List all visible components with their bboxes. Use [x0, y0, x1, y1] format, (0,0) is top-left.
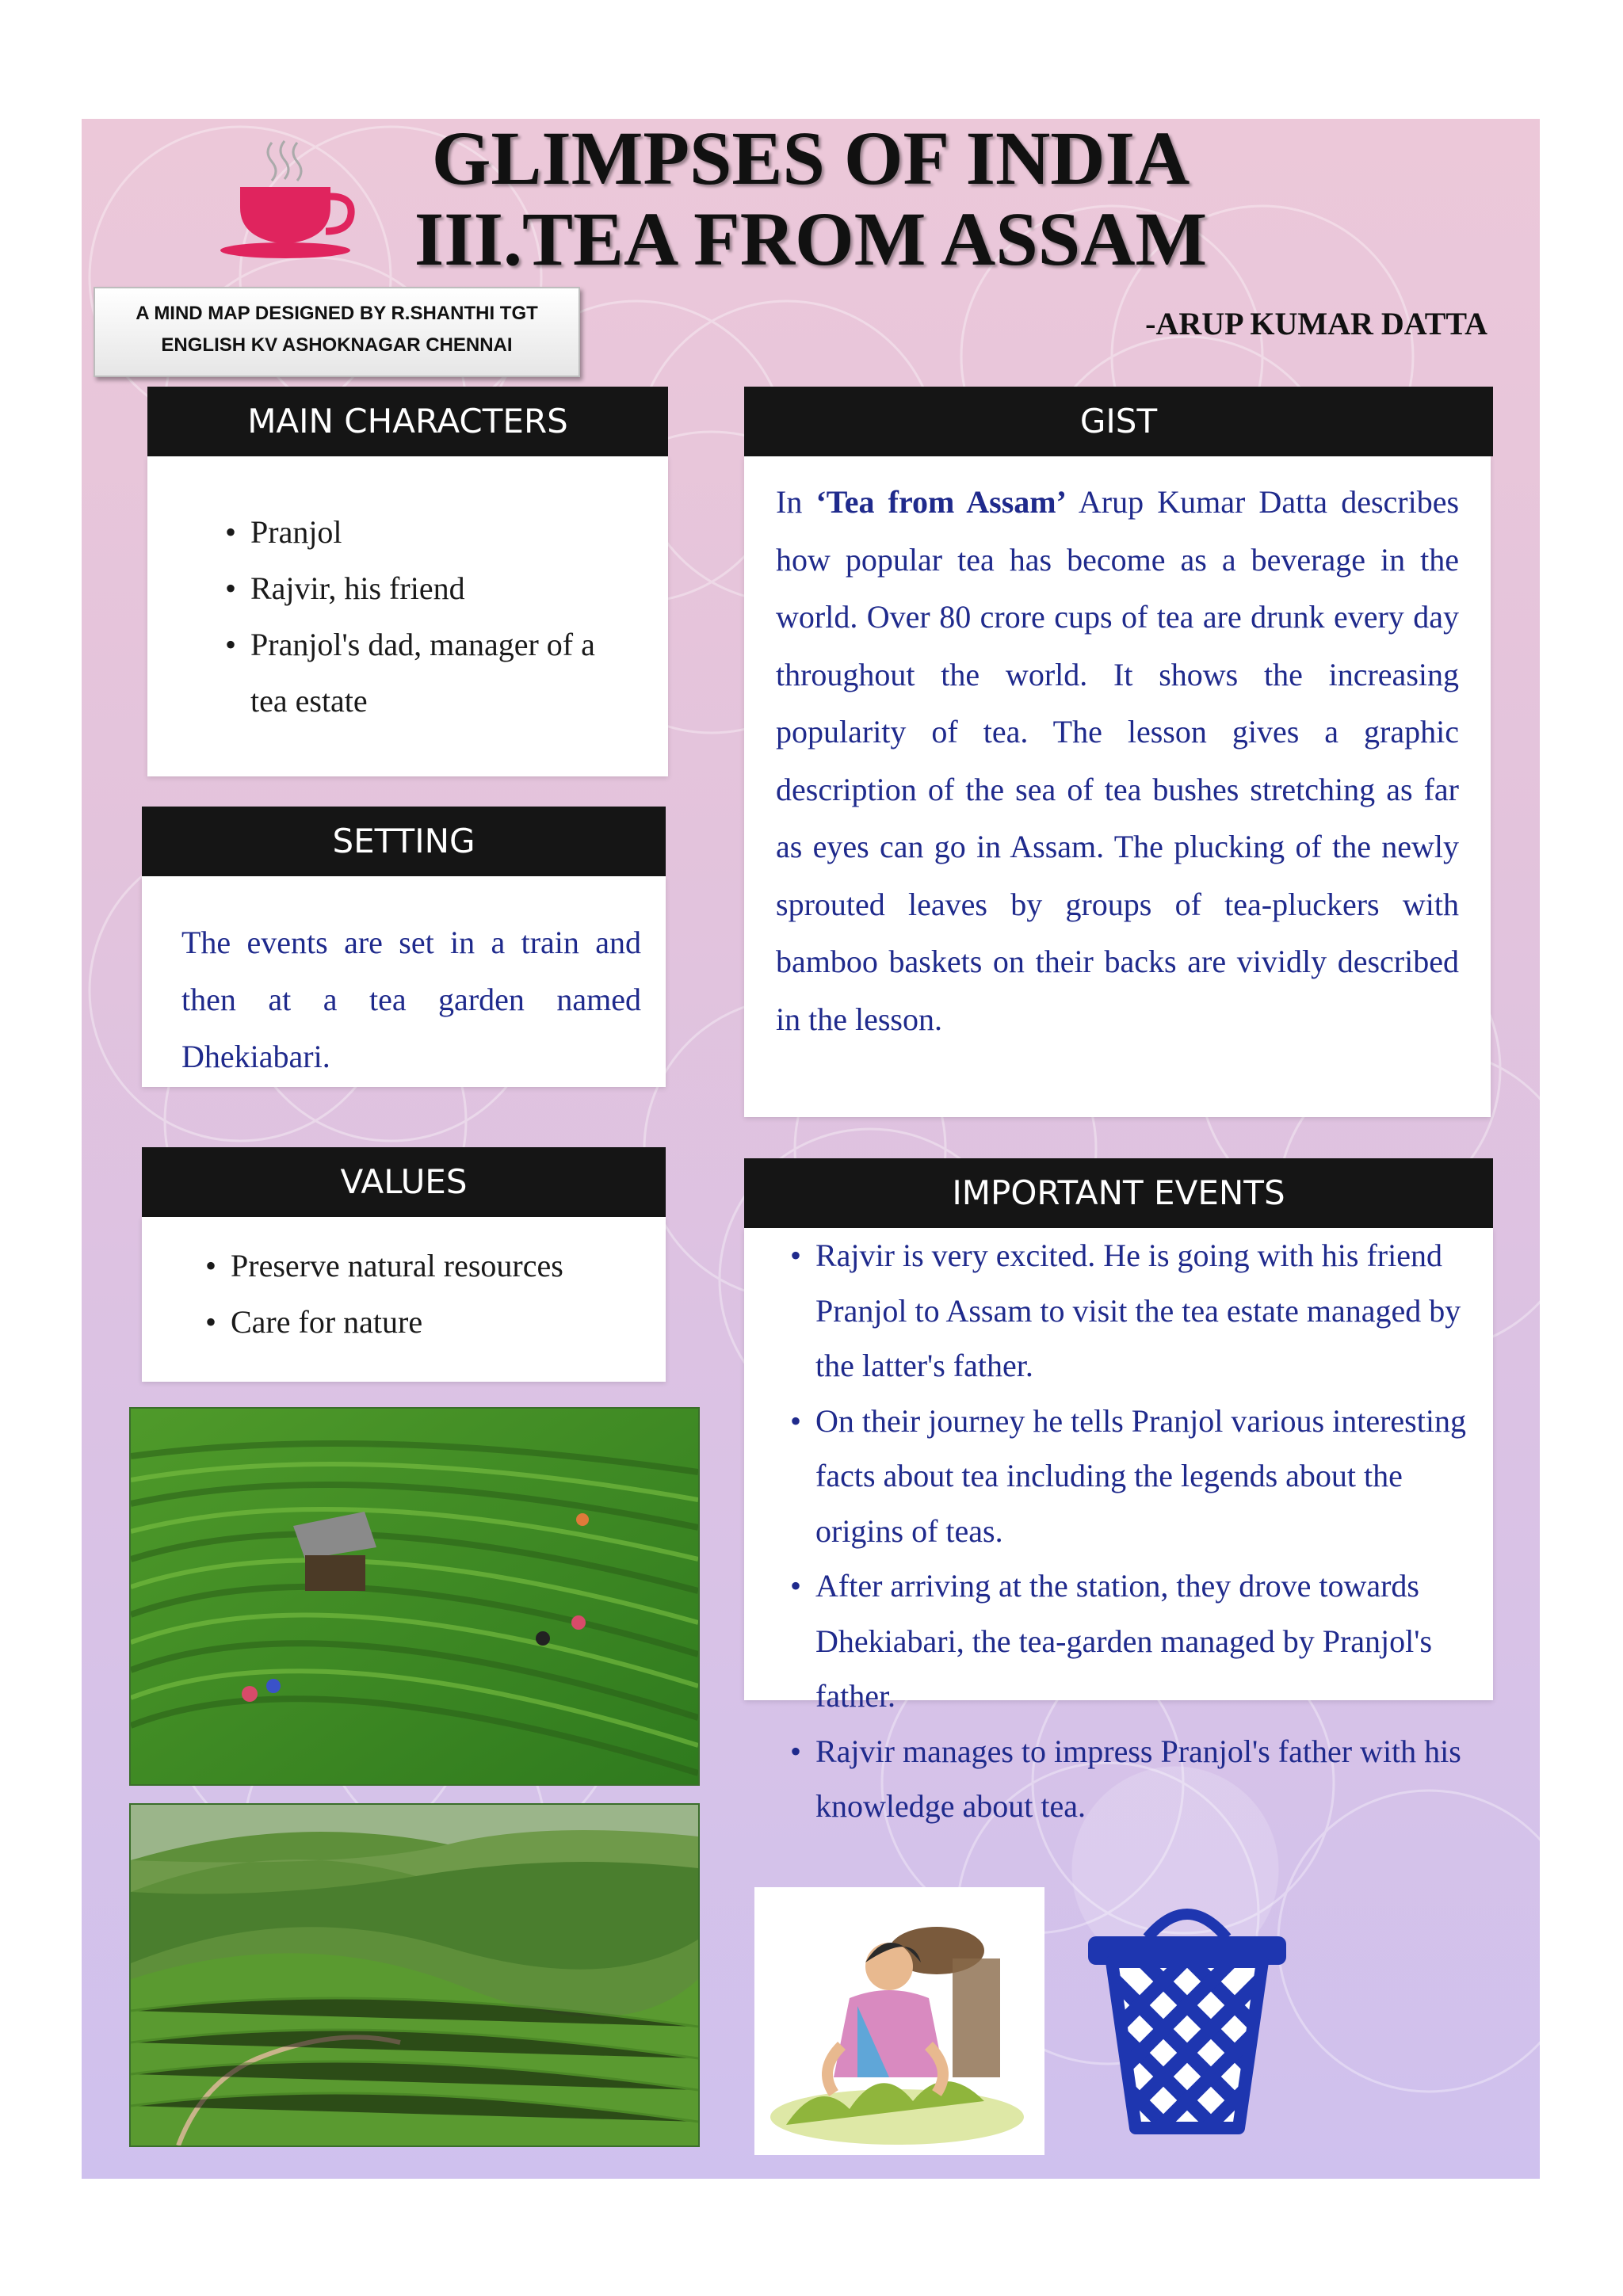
- values-list: [205, 1238, 649, 1350]
- basket-icon: [1080, 1898, 1294, 2136]
- gist-heading: GIST: [744, 387, 1493, 456]
- setting-heading: SETTING: [142, 807, 666, 876]
- gist-intro: In: [776, 484, 803, 520]
- list-item: • Care for nature: [205, 1294, 649, 1350]
- list-item: • Rajvir manages to impress Pranjol's father with his knowledge about tea.: [790, 1724, 1472, 1834]
- gist-text: Arup Kumar Datta describes how popular tea has become as a beverage in the world. Over 80 crore cups of tea are drunk every day throughout the world. It shows the increasing popularity of tea. The lesson gives a graphic description of the sea of tea bushes stretching as far as eyes can go in Assam. The plucking of the newly sprouted leaves by groups of tea-pluckers with bamboo baskets on their backs are vividly described in the lesson.: [776, 484, 1460, 1037]
- credit-line-2: ENGLISH KV ASHOKNAGAR CHENNAI: [161, 334, 513, 356]
- list-item: • After arriving at the station, they drove towards Dhekiabari, the tea-garden managed by Pranjol's father.: [790, 1558, 1472, 1724]
- values-heading: VALUES: [142, 1147, 666, 1217]
- gist-title-quote: ‘Tea from Assam’: [815, 484, 1067, 520]
- main-characters-list: [225, 504, 605, 729]
- values-card: [142, 1217, 666, 1382]
- tea-plucker-illustration: [754, 1887, 1044, 2155]
- tea-hills-photo: [129, 1803, 700, 2147]
- poster: [82, 119, 1540, 2179]
- author: -ARUP KUMAR DATTA: [1145, 306, 1487, 341]
- setting-card: [142, 876, 666, 1087]
- gist-text-block: [776, 474, 1459, 1048]
- list-item: • On their journey he tells Pranjol various interesting facts about tea including the legends about the origins of teas.: [790, 1394, 1472, 1559]
- events-card: [744, 1228, 1493, 1824]
- credit-line-1: A MIND MAP DESIGNED BY R.SHANTHI TGT: [136, 303, 538, 324]
- list-item: • Preserve natural resources: [205, 1238, 649, 1294]
- list-item: • Pranjol's dad, manager of a tea estate: [225, 616, 605, 729]
- list-item: • Pranjol: [225, 504, 605, 560]
- main-characters-card: [147, 456, 668, 776]
- list-item: • Rajvir is very excited. He is going with his friend Pranjol to Assam to visit the tea estate managed by the latter's father.: [790, 1228, 1472, 1394]
- credit-box: [94, 287, 580, 377]
- main-characters-heading: MAIN CHARACTERS: [147, 387, 668, 456]
- setting-text: The events are set in a train and then at a tea garden named Dhekiabari.: [181, 925, 641, 1074]
- events-list: [790, 1228, 1472, 1834]
- list-item: • Rajvir, his friend: [225, 560, 605, 616]
- tea-plantation-photo: [129, 1407, 700, 1786]
- title-line-2: III.TEA FROM ASSAM: [414, 196, 1208, 281]
- title-line-1: GLIMPSES OF INDIA: [431, 119, 1190, 200]
- events-heading: IMPORTANT EVENTS: [744, 1158, 1493, 1228]
- gist-card: [744, 456, 1491, 1117]
